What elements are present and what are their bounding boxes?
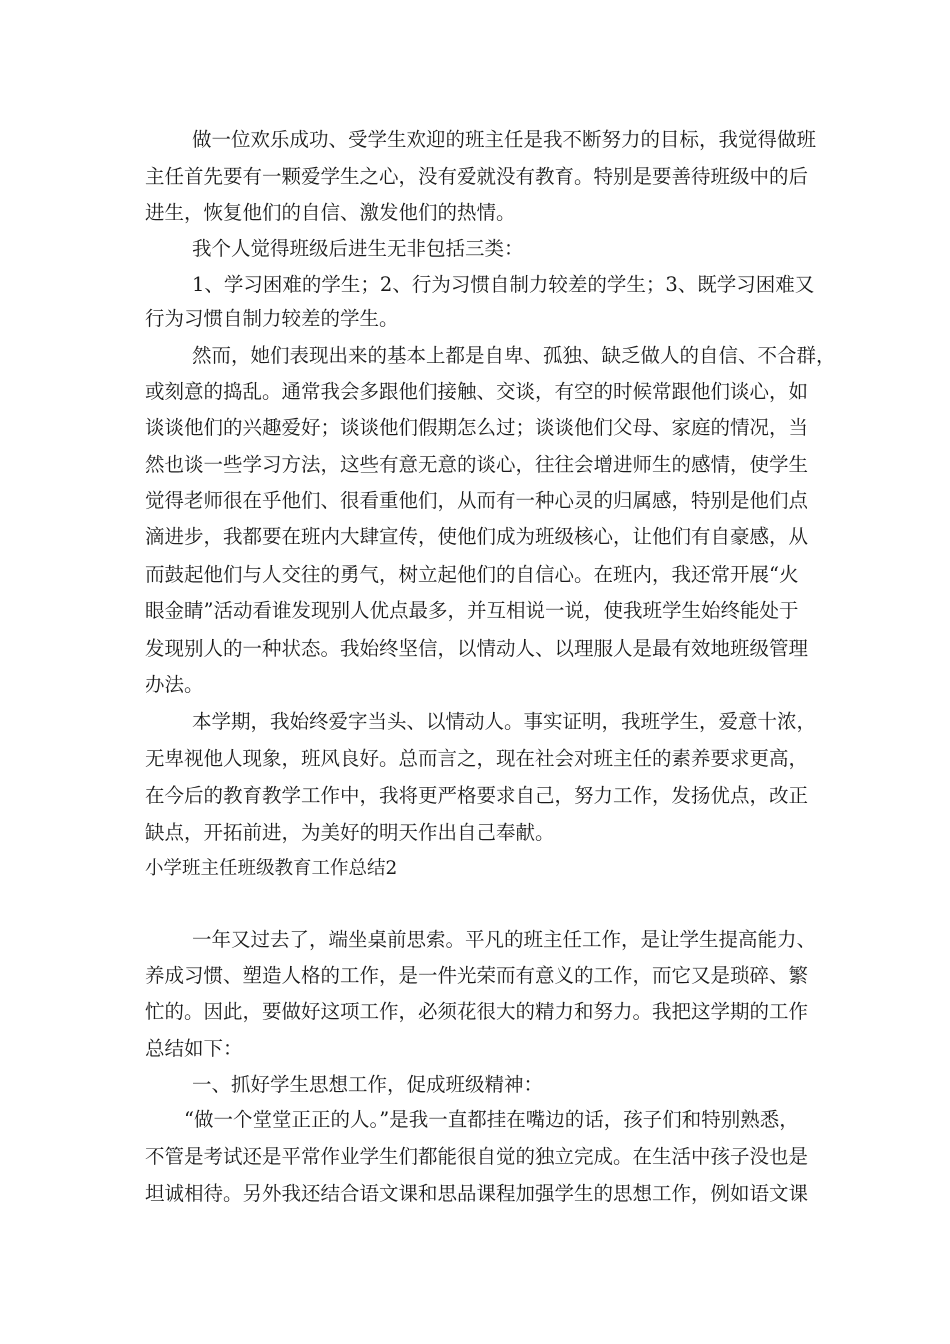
paragraph-line: 发现别人的一种状态。我始终坚信，以情动人、以理服人是最有效地班级管理: [145, 637, 809, 660]
paragraph-line: 总结如下：: [145, 1037, 243, 1060]
paragraph-line: 滴进步，我都要在班内大肆宣传，使他们成为班级核心，让他们有自豪感，从: [145, 525, 809, 548]
paragraph-line: 然而，她们表现出来的基本上都是自卑、孤独、缺乏做人的自信、不合群，: [192, 344, 836, 367]
paragraph-line: 眼金睛”活动看谁发现别人优点最多，并互相说一说，使我班学生始终能处于: [145, 599, 799, 622]
paragraph-line: 本学期，我始终爱字当头、以情动人。事实证明，我班学生，爱意十浓，: [192, 710, 817, 733]
paragraph-line: 一、抓好学生思想工作，促成班级精神：: [192, 1073, 544, 1096]
paragraph-line: 行为习惯自制力较差的学生。: [145, 307, 399, 330]
paragraph-line: 谈谈他们的兴趣爱好；谈谈他们假期怎么过；谈谈他们父母、家庭的情况，当: [145, 416, 809, 439]
paragraph-line: 主任首先要有一颗爱学生之心，没有爱就没有教育。特别是要善待班级中的后: [145, 165, 809, 188]
section-title: 小学班主任班级教育工作总结2: [145, 858, 398, 879]
paragraph-line: 办法。: [145, 673, 204, 696]
paragraph-line: 1、学习困难的学生；2、行为习惯自制力较差的学生；3、既学习困难又: [192, 273, 815, 296]
paragraph-line: 坦诚相待。另外我还结合语文课和思品课程加强学生的思想工作，例如语文课: [145, 1182, 809, 1205]
paragraph-line: 觉得老师很在乎他们、很看重他们，从而有一种心灵的归属感，特别是他们点: [145, 489, 809, 512]
paragraph-line: “做一个堂堂正正的人。”是我一直都挂在嘴边的话，孩子们和特别熟悉，: [184, 1108, 799, 1131]
paragraph-line: 一年又过去了，端坐桌前思索。平凡的班主任工作，是让学生提高能力、: [192, 928, 817, 951]
paragraph-line: 或刻意的捣乱。通常我会多跟他们接触、交谈，有空的时候常跟他们谈心，如: [145, 380, 809, 403]
paragraph-line: 缺点，开拓前进，为美好的明天作出自己奉献。: [145, 821, 555, 844]
paragraph-line: 而鼓起他们与人交往的勇气，树立起他们的自信心。在班内，我还常开展“火: [145, 563, 799, 586]
paragraph-line: 我个人觉得班级后进生无非包括三类：: [192, 237, 524, 260]
paragraph-line: 在今后的教育教学工作中，我将更严格要求自己，努力工作，发扬优点，改正: [145, 784, 809, 807]
paragraph-line: 无卑视他人现象，班风良好。总而言之，现在社会对班主任的素养要求更高，: [145, 747, 809, 770]
paragraph-line: 养成习惯、塑造人格的工作，是一件光荣而有意义的工作，而它又是琐碎、繁: [145, 964, 809, 987]
paragraph-line: 做一位欢乐成功、受学生欢迎的班主任是我不断努力的目标，我觉得做班: [192, 128, 817, 151]
paragraph-line: 不管是考试还是平常作业学生们都能很自觉的独立完成。在生活中孩子没也是: [145, 1145, 809, 1168]
paragraph-line: 进生，恢复他们的自信、激发他们的热情。: [145, 201, 516, 224]
paragraph-line: 然也谈一些学习方法，这些有意无意的谈心，往往会增进师生的感情，使学生: [145, 453, 809, 476]
paragraph-line: 忙的。因此，要做好这项工作，必须花很大的精力和努力。我把这学期的工作: [145, 1000, 809, 1023]
